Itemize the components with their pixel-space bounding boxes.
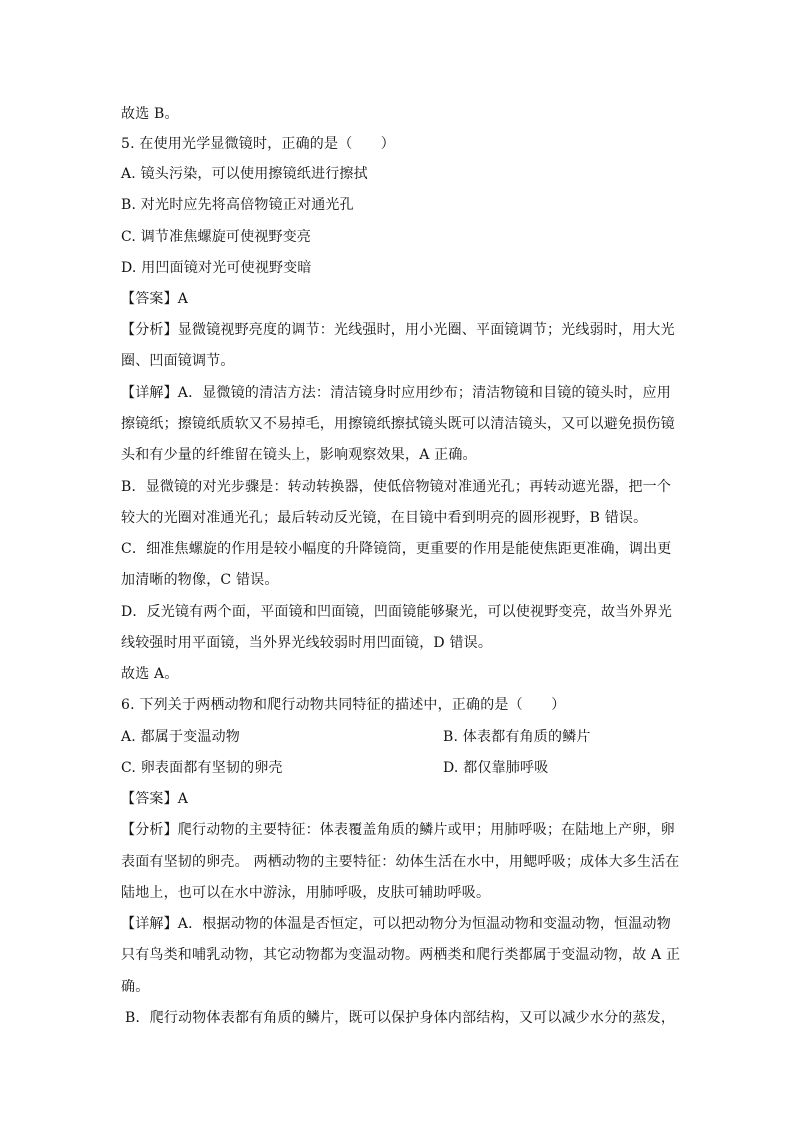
question-5-detail-line: C．细准焦螺旋的作用是较小幅度的升降镜筒，更重要的作用是能使焦距更准确，调出更 (121, 541, 672, 557)
question-6-answer: 【答案】A (121, 791, 189, 807)
question-5-detail-line: B．显微镜的对光步骤是：转动转换器，使低倍物镜对准通光孔；再转动遮光器，把一个 (121, 479, 672, 495)
question-6-option-c: C. 卵表面都有坚韧的卵壳 (121, 760, 283, 776)
question-6-detail-line: 【详解】A．根据动物的体温是否恒定，可以把动物分为恒温动物和变温动物，恒温动物 (121, 916, 671, 932)
question-6-detail-line: 只有鸟类和哺乳动物，其它动物都为变温动物。两栖类和爬行类都属于变温动物，故 A 正 (121, 947, 681, 963)
question-5-detail-line: 【详解】A．显微镜的清洁方法：清洁镜身时应用纱布；清洁物镜和目镜的镜头时，应用 (121, 385, 671, 401)
question-5-detail-line: 擦镜纸；擦镜纸质软又不易掉毛，用擦镜纸擦拭镜头既可以清洁镜头，又可以避免损伤镜 (121, 416, 675, 432)
question-5-detail-line: 头和有少量的纤维留在镜头上，影响观察效果，A 正确。 (121, 447, 477, 463)
question-5-option-a: A. 镜头污染，可以使用擦镜纸进行擦拭 (121, 166, 368, 182)
question-6-detail-line: 确。 (121, 979, 150, 995)
question-6-analysis-line: 【分析】爬行动物的主要特征：体表覆盖角质的鳞片或甲；用肺呼吸；在陆地上产卵，卵 (121, 822, 675, 838)
question-6-stem: 6. 下列关于两栖动物和爬行动物共同特征的描述中，正确的是（ ） (121, 697, 566, 713)
question-5-detail-line: D．反光镜有两个面，平面镜和凹面镜，凹面镜能够聚光，可以使视野变亮，故当外界光 (121, 604, 673, 620)
question-6-detail-line: B．爬行动物体表都有角质的鳞片，既可以保护身体内部结构，又可以减少水分的蒸发， (125, 1010, 676, 1026)
question-5-detail-line: 加清晰的物像，C 错误。 (121, 572, 279, 588)
question-6-option-b: B. 体表都有角质的鳞片 (443, 729, 591, 745)
question-6-analysis-line: 表面有坚韧的卵壳。 两栖动物的主要特征：幼体生活在水中，用鳃呼吸；成体大多生活在 (121, 854, 680, 870)
question-6-option-a: A. 都属于变温动物 (121, 729, 241, 745)
question-6-option-d: D. 都仅靠肺呼吸 (443, 760, 549, 776)
question-5-option-b: B. 对光时应先将高倍物镜正对通光孔 (121, 197, 354, 213)
question-5-detail-line: 较大的光圈对准通光孔；最后转动反光镜，在目镜中看到明亮的圆形视野，B 错误。 (121, 510, 648, 526)
question-5-detail-line: 线较强时用平面镜，当外界光线较弱时用凹面镜，D 错误。 (121, 635, 493, 651)
question-5-analysis-line: 圈、凹面镜调节。 (121, 353, 235, 369)
question-5-analysis-line: 【分析】显微镜视野亮度的调节：光线强时，用小光圈、平面镜调节；光线弱时，用大光 (121, 322, 675, 338)
question-5-option-d: D. 用凹面镜对光可使视野变暗 (121, 260, 312, 276)
conclusion-q4: 故选 B。 (121, 106, 179, 122)
question-6-analysis-line: 陆地上，也可以在水中游泳，用肺呼吸，皮肤可辅助呼吸。 (121, 885, 491, 901)
conclusion-q5: 故选 A。 (121, 666, 179, 682)
question-5-answer: 【答案】A (121, 291, 189, 307)
question-5-stem: 5. 在使用光学显微镜时，正确的是（ ） (121, 136, 396, 152)
question-5-option-c: C. 调节准焦螺旋可使视野变亮 (121, 229, 312, 245)
